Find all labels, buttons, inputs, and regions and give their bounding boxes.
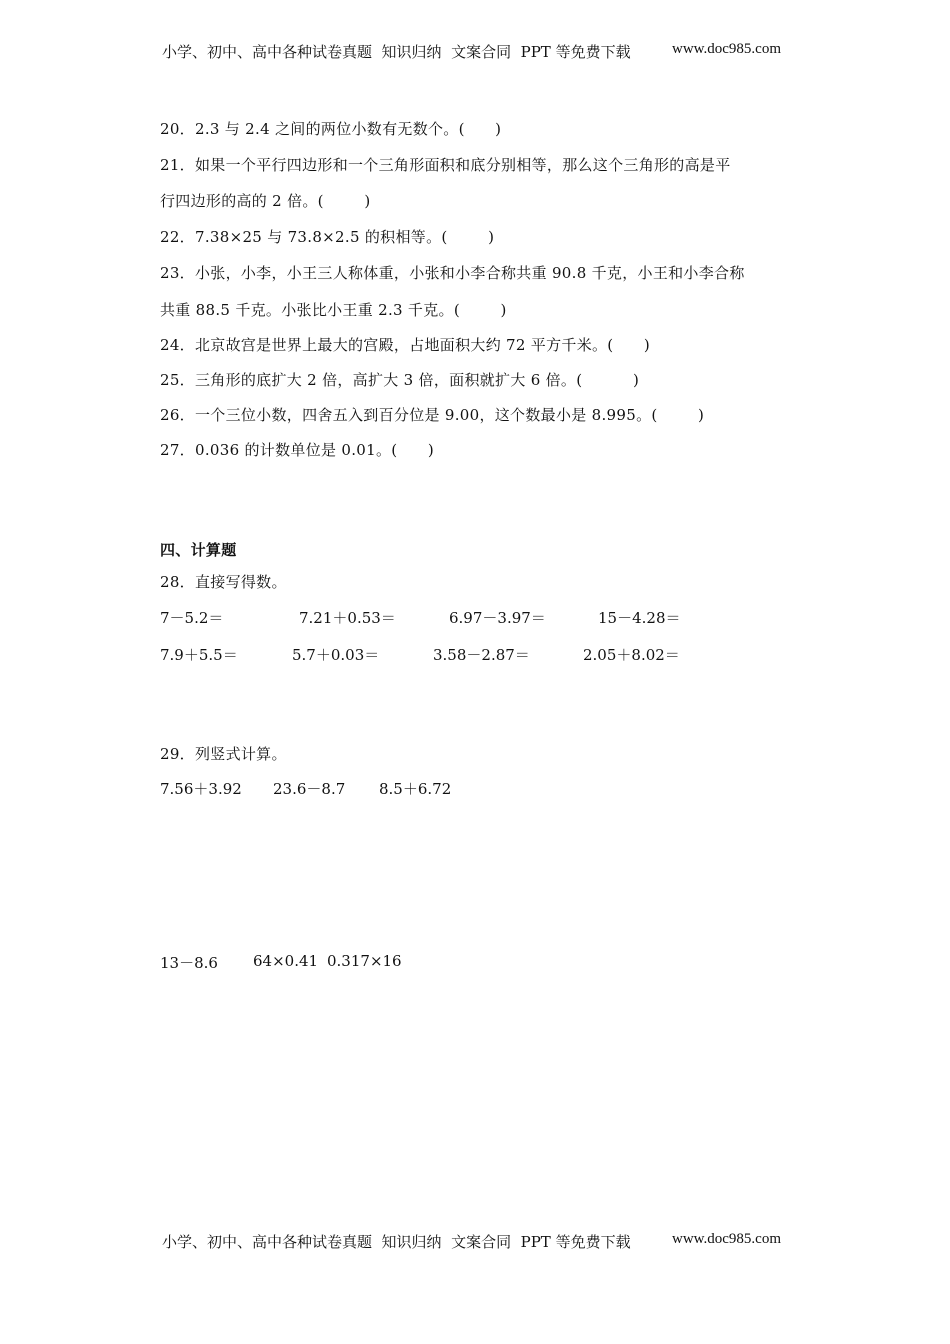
mental-math-item: 5.7＋0.03＝ [292, 646, 380, 664]
question-29: 29．列竖式计算。 [160, 745, 287, 763]
question-27: 27．0.036 的计数单位是 0.01。( ) [160, 441, 434, 459]
mental-math-item: 2.05＋8.02＝ [583, 646, 680, 664]
question-20: 20．2.3 与 2.4 之间的两位小数有无数个。( ) [160, 120, 502, 138]
footer-url[interactable]: www.doc985.com [672, 1231, 782, 1247]
mental-math-item: 7.21＋0.53＝ [299, 609, 396, 627]
mental-math-item: 3.58－2.87＝ [433, 646, 530, 664]
vertical-calc-item: 64×0.41 [253, 952, 319, 970]
header-text: 小学、初中、高中各种试卷真题 知识归纳 文案合同 PPT 等免费下载 [162, 43, 631, 61]
vertical-calc-item: 7.56＋3.92 [160, 780, 242, 798]
question-22: 22．7.38×25 与 73.8×2.5 的积相等。( ) [160, 228, 495, 246]
mental-math-item: 7.9＋5.5＝ [160, 646, 238, 664]
question-23-line2: 共重 88.5 千克。小张比小王重 2.3 千克。( ) [160, 301, 507, 319]
question-25: 25．三角形的底扩大 2 倍，高扩大 3 倍，面积就扩大 6 倍。( ) [160, 371, 640, 389]
question-21-line1: 21．如果一个平行四边形和一个三角形面积和底分别相等，那么这个三角形的高是平 [160, 156, 731, 174]
mental-math-item: 7－5.2＝ [160, 609, 224, 627]
vertical-calc-item: 8.5＋6.72 [379, 780, 452, 798]
question-23-line1: 23．小张，小李，小王三人称体重，小张和小李合称共重 90.8 千克，小王和小李合称 [160, 264, 745, 282]
header-url[interactable]: www.doc985.com [672, 41, 782, 57]
section-title: 四、计算题 [160, 541, 237, 559]
question-28: 28．直接写得数。 [160, 573, 287, 591]
vertical-calc-item: 0.317×16 [327, 952, 402, 970]
footer-text: 小学、初中、高中各种试卷真题 知识归纳 文案合同 PPT 等免费下载 [162, 1233, 631, 1251]
vertical-calc-item: 13－8.6 [160, 954, 218, 972]
question-26: 26．一个三位小数，四舍五入到百分位是 9.00，这个数最小是 8.995。( ) [160, 406, 705, 424]
mental-math-item: 6.97－3.97＝ [449, 609, 546, 627]
question-24: 24．北京故宫是世界上最大的宫殿，占地面积大约 72 平方千米。( ) [160, 336, 651, 354]
question-21-line2: 行四边形的高的 2 倍。( ) [160, 192, 371, 210]
mental-math-item: 15－4.28＝ [598, 609, 681, 627]
vertical-calc-item: 23.6－8.7 [273, 780, 346, 798]
